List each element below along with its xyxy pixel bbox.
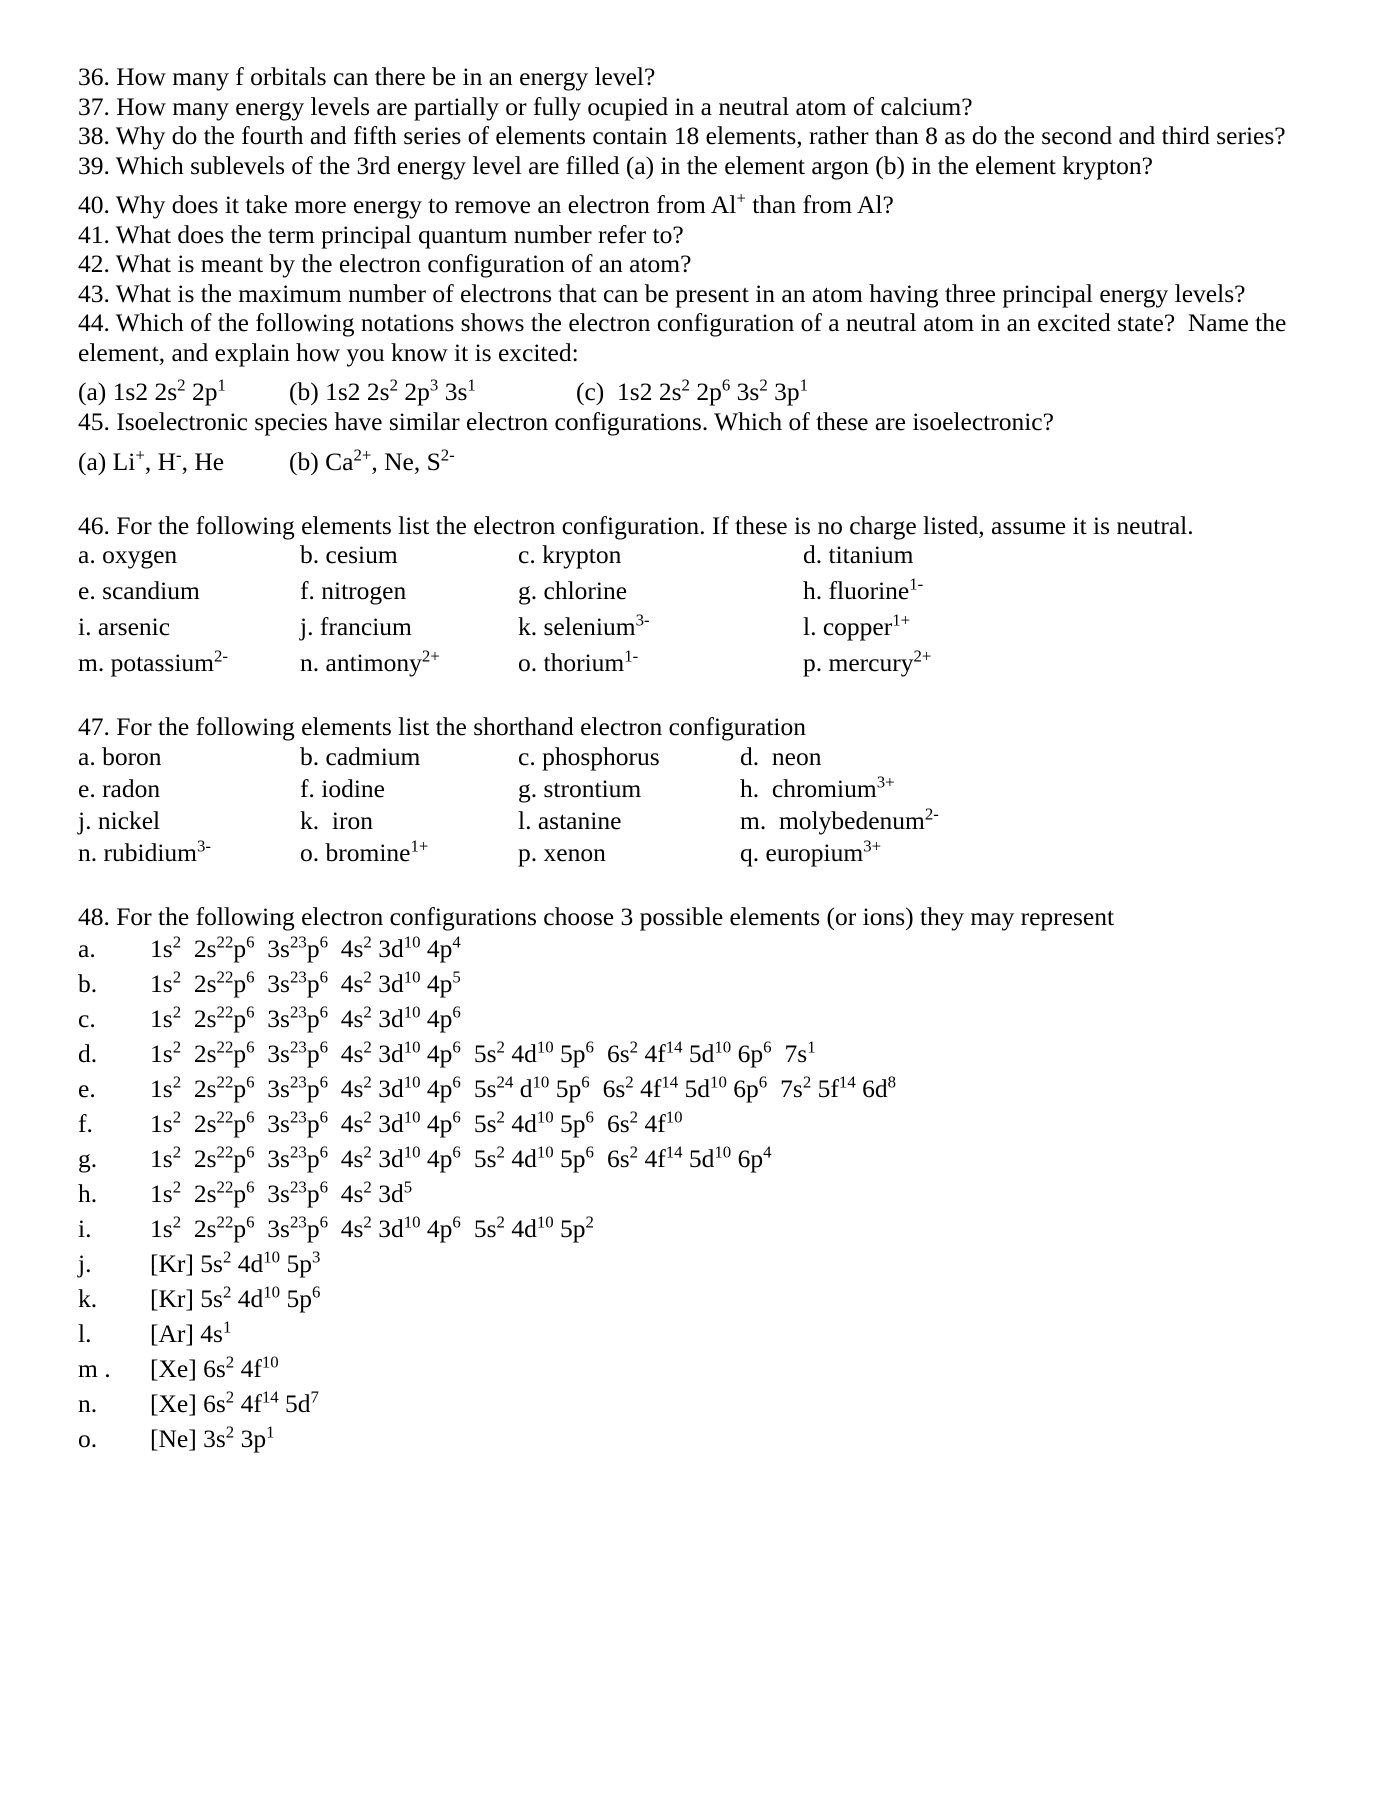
configuration-row [78,1316,1313,1351]
question-44-choices [78,377,1313,407]
question-41: 41. What does the term principal quantum number refer to? [78,219,684,249]
element-item: j. francium [300,612,412,641]
question-44-choice: (a) 1s2 $2s^2$ $2p^1$ [78,375,226,406]
element-item: m. molybedenum$^{2-}$ [740,804,939,835]
configuration-letter: k. [78,1284,98,1313]
question-40-charge: + [736,188,746,208]
configuration-value: [Xe] $6s^2$ $4f^{14}$ $5d^7$ [150,1387,319,1418]
element-item: o. bromine$^{1+}$ [300,836,429,867]
element-item: m. potassium$^{2-}$ [78,646,229,677]
element-item: b. cadmium [300,741,421,771]
element-item: n. antimony$^{2+}$ [300,646,440,677]
configuration-letter: l. [78,1319,92,1348]
configuration-row [78,1351,1313,1386]
element-item: h. fluorine$^{1-}$ [803,574,924,605]
question-39: 39. Which sublevels of the 3rd energy level are filled (a) in the element argon (b) in the element krypton? [78,150,1153,180]
element-item: e. radon [78,773,161,803]
configuration-letter: d. [78,1039,98,1068]
configuration-value: $1s^2$ $2s^{22}p^6$ $3s^{23}p^6$ $4s^2$ $3d^{10}$ $4p^5$ [150,967,461,998]
configuration-row [78,1211,1313,1246]
question-40-text-post: than from Al? [745,190,894,219]
question-40-text-pre: 40. Why does it take more energy to remove an electron from Al [78,190,737,219]
question-48: 48. For the following electron configurations choose 3 possible elements (or ions) they may represent [78,901,1115,931]
element-item: i. arsenic [78,612,171,641]
element-item: k. selenium$^{3-}$ [518,610,650,641]
configuration-value: $1s^2$ $2s^{22}p^6$ $3s^{23}p^6$ $4s^2$ $3d^{10}$ $4p^6$ $5s^2$ $4d^{10}$ $5p^6$ $6s^2$ $4f^{14}$ $5d^{10}$ $6p^6$ $7s^1$ [150,1037,816,1068]
configuration-letter: j. [78,1249,92,1278]
configuration-value: $1s^2$ $2s^{22}p^6$ $3s^{23}p^6$ $4s^2$ $3d^{10}$ $4p^6$ $5s^{24}$ $d^{10}$ $5p^6$ $6s^2$ $4f^{14}$ $5d^{10}$ $6p^6$ $7s^2$ $5f^{14}$ $6d^8$ [150,1072,897,1103]
configuration-row [78,1036,1313,1071]
question-43: 43. What is the maximum number of electrons that can be present in an atom having three principal energy levels? [78,278,1246,308]
configuration-row [78,1281,1313,1316]
question-46: 46. For the following elements list the electron configuration. If these is no charge listed, assume it is neutral. [78,510,1194,540]
configuration-letter: h. [78,1179,98,1208]
question-45-choice: (a) Li+, H-, He [78,445,225,476]
element-item: l. copper$^{1+}$ [803,610,911,641]
question-36: 36. How many f orbitals can there be in an energy level? [78,62,656,91]
configuration-value: $1s^2$ $2s^{22}p^6$ $3s^{23}p^6$ $4s^2$ $3d^5$ [150,1177,413,1208]
element-item: k. iron [300,805,373,835]
configuration-value: [Kr] $5s^2$ $4d^{10}$ $5p^6$ [150,1282,321,1313]
element-item: j. nickel [78,805,161,835]
question-45: 45. Isoelectronic species have similar electron configurations. Which of these are isoelectronic? [78,407,1054,436]
configuration-letter: o. [78,1424,98,1453]
spacer [78,868,1313,902]
element-item: q. europium$^{3+}$ [740,836,882,867]
configuration-row [78,1001,1313,1036]
question-46-element-grid [78,540,1313,678]
configuration-letter: i. [78,1214,92,1243]
configuration-value: $1s^2$ $2s^{22}p^6$ $3s^{23}p^6$ $4s^2$ $3d^{10}$ $4p^6$ $5s^2$ $4d^{10}$ $5p^2$ [150,1212,594,1243]
configuration-row [78,1071,1313,1106]
question-48-configuration-list [78,931,1313,1456]
configuration-value: $1s^2$ $2s^{22}p^6$ $3s^{23}p^6$ $4s^2$ $3d^{10}$ $4p^6$ $5s^2$ $4d^{10}$ $5p^6$ $6s^2$ $4f^{14}$ $5d^{10}$ $6p^4$ [150,1142,772,1173]
configuration-value: $1s^2$ $2s^{22}p^6$ $3s^{23}p^6$ $4s^2$ $3d^{10}$ $4p^6$ [150,1002,461,1033]
configuration-value: [Kr] $5s^2$ $4d^{10}$ $5p^3$ [150,1247,321,1278]
element-item: p. mercury$^{2+}$ [803,646,932,677]
element-item: a. boron [78,741,162,771]
configuration-row [78,1176,1313,1211]
question-40 [78,190,1313,220]
configuration-letter: m . [78,1354,111,1383]
configuration-letter: n. [78,1389,98,1418]
element-item: p. xenon [518,837,606,867]
question-45-choice: (b) $Ca^{2+}$, Ne, $S^{2-}$ [289,445,455,476]
element-item: f. iodine [300,773,385,803]
element-item: g. strontium [518,773,642,803]
configuration-letter: c. [78,1004,96,1033]
configuration-letter: g. [78,1144,98,1173]
spacer [78,477,1313,511]
element-item: o. thorium$^{1-}$ [518,646,639,677]
element-item: l. astanine [518,805,622,835]
element-item: b. cesium [300,540,398,569]
configuration-value: [Ne] $3s^2$ $3p^1$ [150,1422,275,1453]
question-45-choices [78,447,1313,477]
question-38: 38. Why do the fourth and fifth series of elements contain 18 elements, rather than 8 as do the second and third series? [78,121,1286,150]
configuration-row [78,1421,1313,1456]
element-item: e. scandium [78,576,200,605]
configuration-row [78,1246,1313,1281]
element-item: c. krypton [518,540,622,569]
configuration-letter: f. [78,1109,93,1138]
configuration-row [78,1106,1313,1141]
question-47-element-grid [78,742,1313,868]
question-42: 42. What is meant by the electron configuration of an atom? [78,249,692,278]
spacer [78,678,1313,712]
element-item: f. nitrogen [300,576,407,605]
configuration-letter: e. [78,1074,96,1103]
document-body [78,62,1313,1456]
element-item: h. chromium$^{3+}$ [740,772,895,803]
spacer [78,437,1313,447]
element-item: g. chlorine [518,576,628,605]
configuration-row [78,1386,1313,1421]
element-item: a. oxygen [78,540,178,569]
question-47: 47. For the following elements list the shorthand electron configuration [78,712,807,741]
question-44: 44. Which of the following notations shows the electron configuration of a neutral atom in an excited state? Name the element, and explain how you know it is excited: [78,308,1293,367]
configuration-value: [Xe] $6s^2$ $4f^{10}$ [150,1352,279,1383]
configuration-value: [Ar] $4s^1$ [150,1317,232,1348]
configuration-letter: b. [78,969,98,998]
question-44-choice: (b) 1s2 $2s^2$ $2p^3$ $3s^1$ [289,375,476,406]
spacer [78,180,1313,190]
spacer [78,367,1313,377]
element-item: d. neon [740,741,822,771]
configuration-value: $1s^2$ $2s^{22}p^6$ $3s^{23}p^6$ $4s^2$ $3d^{10}$ $4p^4$ [150,932,461,963]
configuration-value: $1s^2$ $2s^{22}p^6$ $3s^{23}p^6$ $4s^2$ $3d^{10}$ $4p^6$ $5s^2$ $4d^{10}$ $5p^6$ $6s^2$ $4f^{10}$ [150,1107,683,1138]
configuration-row [78,931,1313,966]
element-item: n. rubidium$^{3-}$ [78,836,212,867]
element-item: c. phosphorus [518,741,660,771]
configuration-letter: a. [78,934,96,963]
configuration-row [78,966,1313,1001]
question-37: 37. How many energy levels are partially or fully ocupied in a neutral atom of calcium? [78,91,973,121]
element-item: d. titanium [803,540,914,569]
configuration-row [78,1141,1313,1176]
question-44-choice: (c) 1s2 $2s^2$ $2p^6$ $3s^2$ $3p^1$ [576,375,809,406]
